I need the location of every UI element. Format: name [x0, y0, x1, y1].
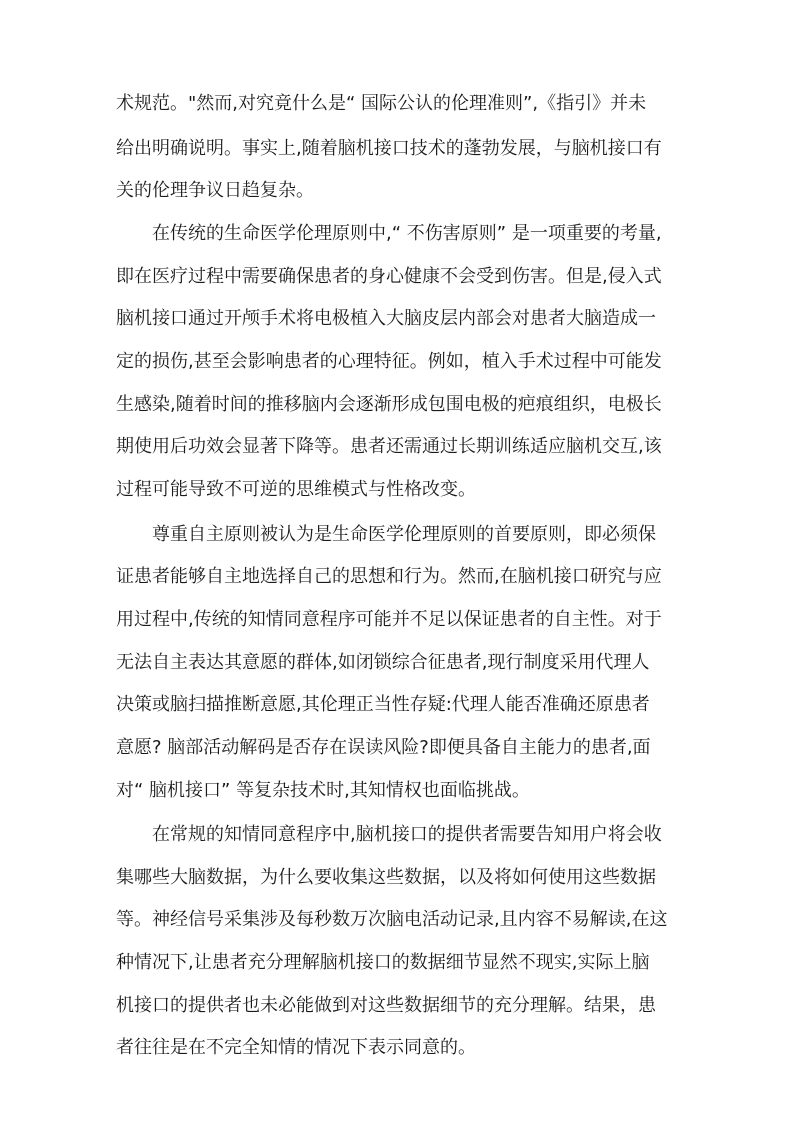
text-line: 脑机接口通过开颅手术将电极植入大脑皮层内部会对患者大脑造成一: [116, 308, 656, 329]
text-line: 意愿? 脑部活动解码是否存在误读风险?即便具备自主能力的患者,面: [116, 737, 651, 758]
text-line: 定的损伤,甚至会影响患者的心理特征。例如，植入手术过程中可能发: [116, 351, 662, 372]
text-line: 过程可能导致不可逆的思维模式与性格改变。: [116, 479, 476, 500]
text-line: 机接口的提供者也未必能做到对这些数据细节的充分理解。结果，患: [116, 995, 656, 1016]
text-line: 关的伦理争议日趋复杂。: [116, 180, 314, 201]
text-line: 无法自主表达其意愿的群体,如闭锁综合征患者,现行制度采用代理人: [116, 652, 650, 673]
text-line: 对“ 脑机接口” 等复杂技术时,其知情权也面临挑战。: [116, 780, 530, 801]
text-line: 术规范。"然而,对究竟什么是“ 国际公认的伦理准则”,《指引》并未: [116, 93, 647, 114]
text-line: 即在医疗过程中需要确保患者的身心健康不会受到伤害。但是,侵入式: [116, 266, 662, 287]
text-line: 尊重自主原则被认为是生命医学伦理原则的首要原则，即必须保: [152, 524, 656, 545]
text-line: 给出明确说明。事实上,随着脑机接口技术的蓬勃发展，与脑机接口有: [116, 138, 662, 159]
text-line: 集哪些大脑数据，为什么要收集这些数据，以及将如何使用这些数据: [116, 867, 656, 888]
text-line: 者往往是在不完全知情的情况下表示同意的。: [116, 1037, 476, 1058]
text-line: 在常规的知情同意程序中,脑机接口的提供者需要告知用户将会收: [152, 824, 662, 845]
text-line: 证患者能够自主地选择自己的思想和行为。然而,在脑机接口研究与应: [116, 566, 662, 587]
text-line: 生感染,随着时间的推移脑内会逐渐形成包围电极的疤痕组织，电极长: [116, 394, 662, 415]
text-line: 种情况下,让患者充分理解脑机接口的数据细节显然不现实,实际上脑: [116, 952, 650, 973]
text-line: 等。神经信号采集涉及每秒数万次脑电活动记录,且内容不易解读,在这: [116, 909, 668, 930]
text-line: 期使用后功效会显著下降等。患者还需通过长期训练适应脑机交互,该: [116, 436, 662, 457]
text-line: 在传统的生命医学伦理原则中,“ 不伤害原则” 是一项重要的考量,: [152, 223, 662, 244]
text-line: 用过程中,传统的知情同意程序可能并不足以保证患者的自主性。对于: [116, 609, 662, 630]
text-line: 决策或脑扫描推断意愿,其伦理正当性存疑:代理人能否准确还原患者: [116, 694, 650, 715]
